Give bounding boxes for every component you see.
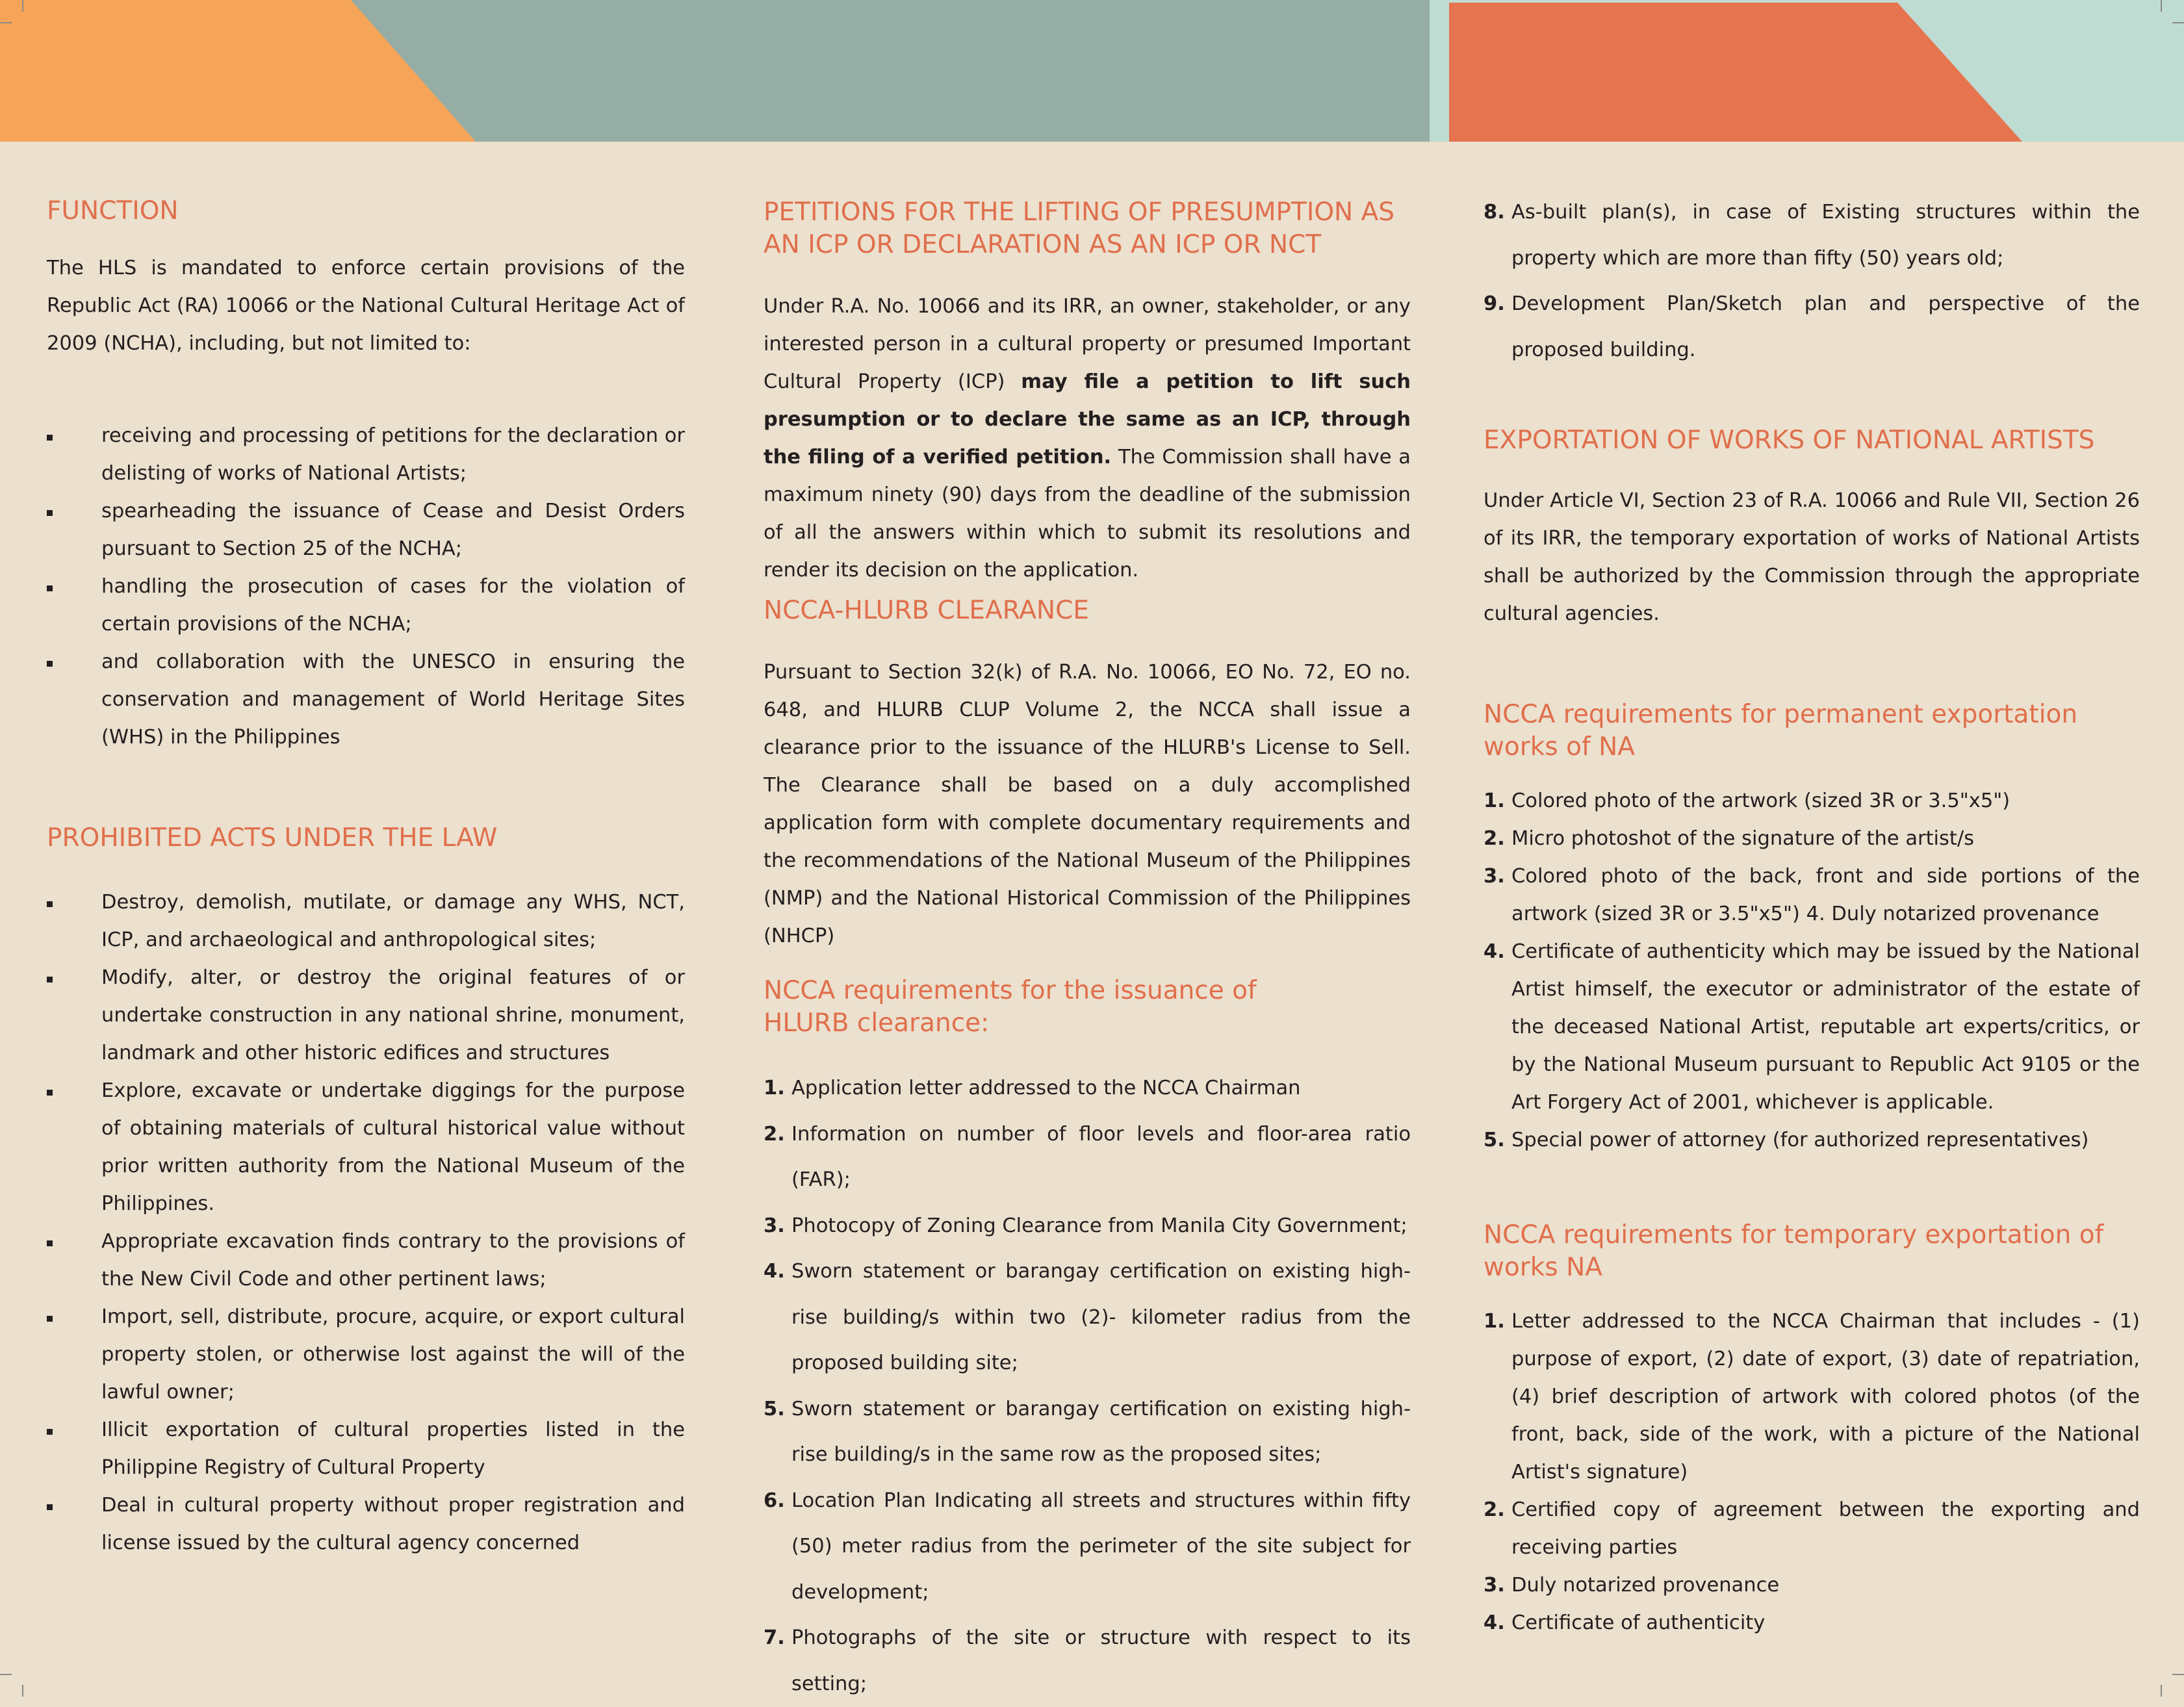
bullet-icon	[47, 510, 53, 516]
function-body: The HLS is mandated to enforce certain provisions of the Republic Act (RA) 10066 or the National Cultural Heritage Act of 2009 (NCHA), including, but not limited to:	[47, 257, 685, 355]
prohibited-list-block	[47, 884, 685, 1562]
list-item: 7. Photographs of the site or structure with respect to its setting;	[764, 1626, 1411, 1695]
petitions-section	[764, 196, 1411, 261]
export-heading: EXPORTATION OF WORKS OF NATIONAL ARTISTS	[1484, 426, 2095, 455]
list-item: Modify, alter, or destroy the original features of or undertake construction in any national shrine, monument, landmark and other historic edifices and structures	[47, 959, 685, 1072]
petitions-body-emphasis: may file a petition to lift such presumption or to declare the same as an ICP, through the filing of a verified petition.	[764, 370, 1411, 468]
function-section	[47, 195, 685, 227]
list-item: 8. As-built plan(s), in case of Existing structures within the property which are more than fifty (50) years old;	[1484, 201, 2140, 270]
temporary-export-list	[1484, 1303, 2140, 1642]
temporary-export-section	[1484, 1219, 2140, 1284]
list-item: Import, sell, distribute, procure, acquire, or export cultural property stolen, or otherwise lost against the will of the lawful owner;	[47, 1298, 685, 1411]
list-item: 5. Special power of attorney (for authorized representatives)	[1484, 1129, 2089, 1151]
list-item: 4. Sworn statement or barangay certification on existing high-rise building/s within two (2)- kilometer radius from the proposed building site;	[764, 1260, 1411, 1374]
crop-mark-bottom-right	[2161, 1685, 2162, 1697]
crop-mark-top-right	[2161, 0, 2162, 12]
hlurb-requirements-list	[764, 1066, 1411, 1707]
list-item: 3. Photocopy of Zoning Clearance from Manila City Government;	[764, 1214, 1407, 1237]
crop-mark-bottom-right	[2172, 1674, 2184, 1675]
list-item: 1. Letter addressed to the NCCA Chairman that includes - (1) purpose of export, (2) date of export, (3) date of repatriation, (4) brief description of artwork with colored photos (of the front, back, side of the work, with a picture of the National Artist's signature)	[1484, 1310, 2140, 1483]
list-item: 3. Colored photo of the back, front and side portions of the artwork (sized 3R or 3.5"x5") 4. Duly notarized provenance	[1484, 865, 2140, 925]
permanent-export-section	[1484, 699, 2140, 764]
permanent-export-heading: NCCA requirements for permanent exportation works of NA	[1484, 700, 2078, 762]
clearance-body: Pursuant to Section 32(k) of R.A. No. 10066, EO No. 72, EO no. 648, and HLURB CLUP Volume 2, the NCCA shall issue a clearance prior to the issuance of the HLURB's License to Sell. The Clearance shall be based on a duly accomplished application form with complete documentary requirements and the recommendations of the National Museum of the Philippines (NMP) and the National Historical Commission of the Philippines (NHCP)	[764, 661, 1411, 947]
bullet-icon	[47, 901, 53, 907]
function-body-block	[47, 250, 685, 363]
function-list	[47, 417, 685, 756]
export-body: Under Article VI, Section 23 of R.A. 10066 and Rule VII, Section 26 of its IRR, the temporary exportation of works of National Artists shall be authorized by the Commission through the appropriate cultural agencies.	[1484, 489, 2140, 625]
clearance-body-block	[764, 654, 1411, 955]
export-section	[1484, 424, 2140, 457]
bullet-icon	[47, 585, 53, 591]
bullet-icon	[47, 1090, 53, 1096]
function-heading: FUNCTION	[47, 196, 179, 225]
list-item: Destroy, demolish, mutilate, or damage any WHS, NCT, ICP, and archaeological and anthropological sites;	[47, 884, 685, 959]
bullet-icon	[47, 435, 53, 441]
hlurb-requirements-list-block	[764, 1066, 1411, 1707]
prohibited-section	[47, 822, 685, 854]
list-item: 1. Colored photo of the artwork (sized 3R or 3.5"x5")	[1484, 789, 2011, 812]
bullet-icon	[47, 977, 53, 982]
list-item: 6. Location Plan Indicating all streets and structures within fifty (50) meter radius from the perimeter of the site subject for development;	[764, 1489, 1411, 1604]
crop-mark-top-right	[2172, 22, 2184, 23]
list-item: receiving and processing of petitions for the declaration or delisting of works of National Artists;	[47, 417, 685, 493]
list-item: spearheading the issuance of Cease and Desist Orders pursuant to Section 25 of the NCHA;	[47, 493, 685, 568]
list-item: Deal in cultural property without proper registration and license issued by the cultural agency concerned	[47, 1487, 685, 1562]
crop-mark-bottom-left	[22, 1685, 23, 1697]
list-item: 2. Certified copy of agreement between the exporting and receiving parties	[1484, 1498, 2140, 1559]
list-item: handling the prosecution of cases for the violation of certain provisions of the NCHA;	[47, 568, 685, 643]
clearance-section	[764, 595, 1411, 627]
bullet-icon	[47, 1240, 53, 1246]
petitions-body: Under R.A. No. 10066 and its IRR, an owner, stakeholder, or any interested person in a cultural property or presumed Important Cultural Property (ICP) may file a petition to lift such presumption or to declare the same as an ICP, through the filing of a verified petition. The Commission shall have a maximum ninety (90) days from the deadline of the submission of all the answers within which to submit its resolutions and render its decision on the application.	[764, 295, 1411, 582]
list-item: Appropriate excavation finds contrary to the provisions of the New Civil Code and other pertinent laws;	[47, 1223, 685, 1298]
list-item: 4. Certificate of authenticity which may be issued by the National Artist himself, the executor or administrator of the estate of the deceased National Artist, reputable art experts/critics, or by the National Museum pursuant to Republic Act 9105 or the Art Forgery Act of 2001, whichever is applicable.	[1484, 940, 2140, 1114]
list-item: 2. Micro photoshot of the signature of the artist/s	[1484, 827, 1975, 850]
list-item: and collaboration with the UNESCO in ensuring the conservation and management of World Heritage Sites (WHS) in the Philippines	[47, 643, 685, 756]
list-item: 2. Information on number of floor levels and floor-area ratio (FAR);	[764, 1122, 1411, 1191]
petitions-heading: PETITIONS FOR THE LIFTING OF PRESUMPTION AS AN ICP OR DECLARATION AS AN ICP OR NCT	[764, 198, 1395, 259]
prohibited-list	[47, 884, 685, 1562]
crop-mark-top-left	[22, 0, 23, 12]
header-banner	[0, 0, 2184, 142]
crop-mark-top-left	[0, 22, 12, 23]
permanent-export-list	[1484, 782, 2140, 1159]
hlurb-requirements-continued	[1484, 190, 2140, 373]
list-item: Illicit exportation of cultural properties listed in the Philippine Registry of Cultural Property	[47, 1411, 685, 1487]
list-item: 9. Development Plan/Sketch plan and perspective of the proposed building.	[1484, 292, 2140, 361]
list-item: Explore, excavate or undertake diggings for the purpose of obtaining materials of cultural historical value without prior written authority from the National Museum of the Philippines.	[47, 1072, 685, 1223]
clearance-heading: NCCA-HLURB CLEARANCE	[764, 596, 1089, 625]
hlurb-requirements-continued-block	[1484, 190, 2140, 373]
crop-mark-bottom-left	[0, 1674, 12, 1675]
temporary-export-list-block	[1484, 1303, 2140, 1642]
prohibited-heading: PROHIBITED ACTS UNDER THE LAW	[47, 823, 498, 853]
list-item: 3. Duly notarized provenance	[1484, 1574, 1780, 1597]
bullet-icon	[47, 1316, 53, 1322]
temporary-export-heading: NCCA requirements for temporary exportation of works NA	[1484, 1220, 2104, 1282]
list-item: 1. Application letter addressed to the NCCA Chairman	[764, 1077, 1301, 1099]
bullet-icon	[47, 1429, 53, 1435]
function-list-block	[47, 417, 685, 756]
bullet-icon	[47, 1504, 53, 1510]
bullet-icon	[47, 661, 53, 667]
list-item: 4. Certificate of authenticity	[1484, 1611, 1766, 1634]
hlurb-requirements-section	[764, 975, 1411, 1040]
petitions-body-block	[764, 288, 1411, 589]
permanent-export-list-block	[1484, 782, 2140, 1159]
list-item: 5. Sworn statement or barangay certification on existing high-rise building/s in the same row as the proposed sites;	[764, 1397, 1411, 1466]
export-body-block	[1484, 482, 2140, 633]
hlurb-requirements-heading: NCCA requirements for the issuance of HLURB clearance:	[764, 976, 1257, 1038]
